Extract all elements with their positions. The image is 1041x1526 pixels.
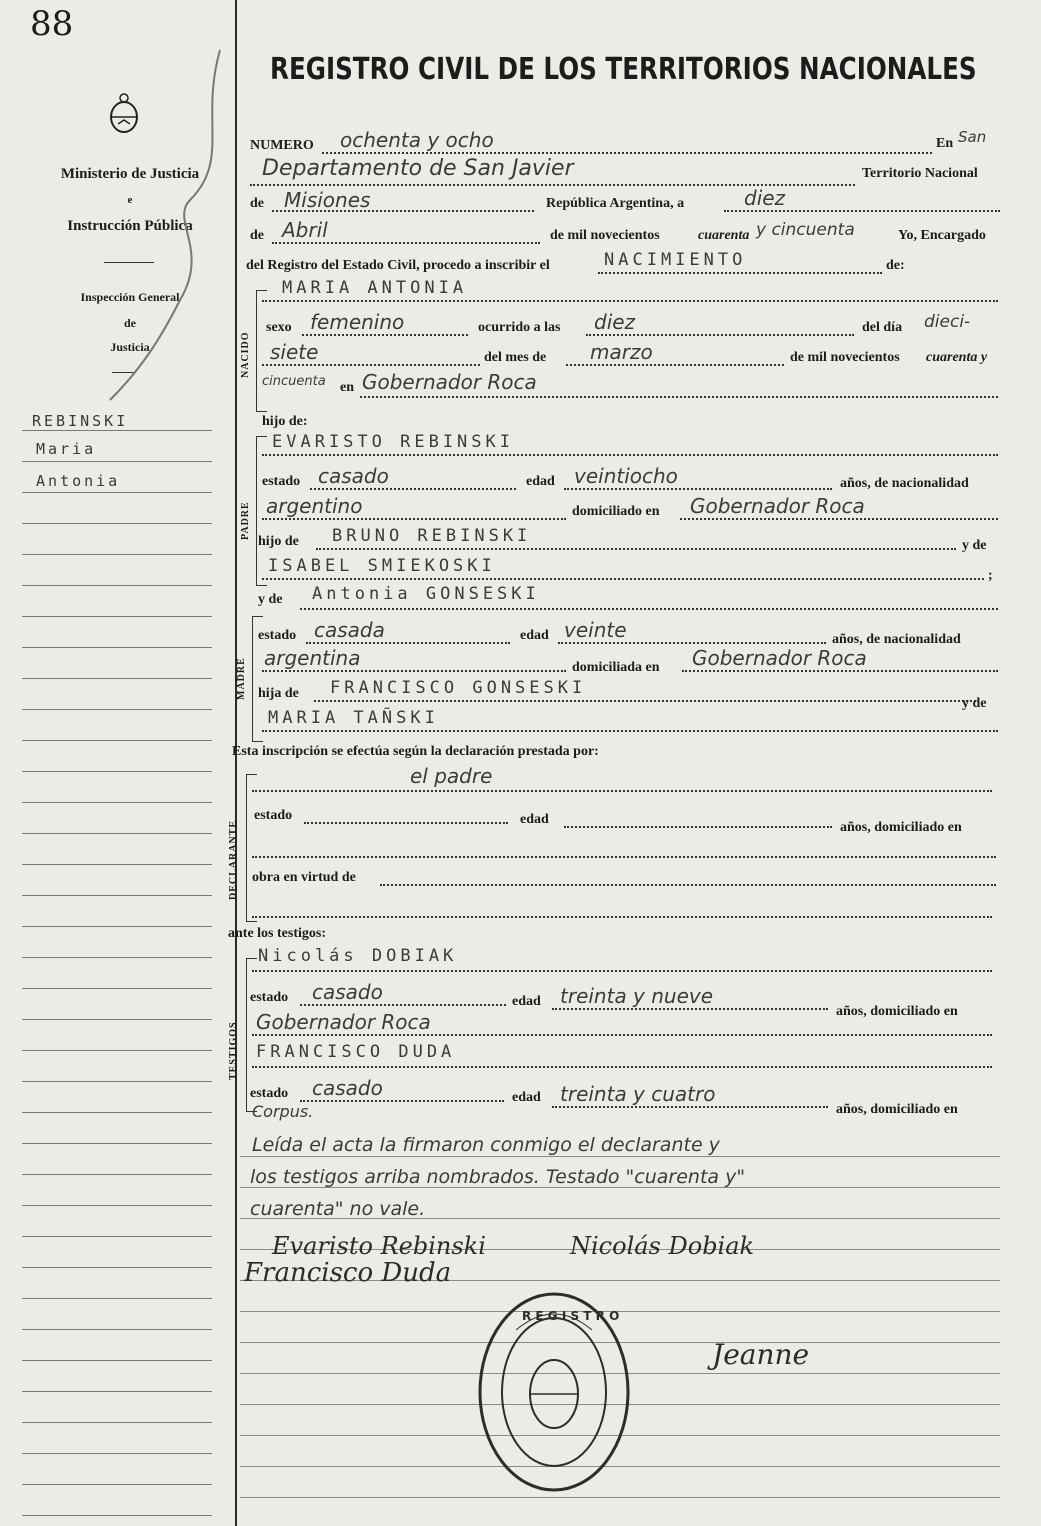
margin-scribble-icon — [80, 40, 230, 420]
inspection-de: de — [124, 316, 136, 330]
ruled-line — [22, 988, 212, 989]
declarante-edad-label: edad — [520, 812, 549, 827]
en-label: En — [936, 136, 954, 151]
ruled-line — [22, 1453, 212, 1454]
mes-label: del mes de — [484, 350, 547, 365]
ministry-e: e — [127, 194, 133, 206]
ruled-line — [22, 771, 212, 772]
ruled-line — [22, 1205, 212, 1206]
testigo1-domicilio: Gobernador Roca — [256, 1010, 431, 1034]
madre-madre-nombre: MARIA TAÑSKI — [268, 708, 439, 728]
lugar-prefix: cincuenta — [262, 374, 326, 389]
ruled-line — [22, 1112, 212, 1113]
ruled-line — [240, 1497, 1000, 1498]
inspection-line1: Inspección General — [80, 290, 180, 304]
margin-rule — [235, 0, 237, 1526]
madre-padre-nombre: FRANCISCO GONSESKI — [330, 678, 587, 698]
padre-edad-value: veintiocho — [574, 464, 678, 488]
nacido-nombre: MARIA ANTONIA — [282, 278, 468, 298]
mil-label: de mil novecientos — [550, 228, 660, 243]
sexo-value: femenino — [310, 310, 405, 334]
ruled-line — [22, 678, 212, 679]
cierre-line1: Leída el acta la firmaron conmigo el declarante y — [252, 1134, 720, 1156]
ministry-line1: Ministerio de Justicia — [60, 166, 200, 182]
hijo-label: hijo de: — [262, 414, 308, 429]
territorio-value: Misiones — [284, 188, 371, 212]
ruled-line — [22, 895, 212, 896]
ruled-line — [22, 461, 212, 462]
declarante-intro: Esta inscripción se efectúa según la declaración prestada por: — [232, 744, 599, 759]
ruled-line — [22, 1174, 212, 1175]
ruled-line — [22, 1236, 212, 1237]
ministry-line2: Instrucción Pública — [67, 218, 193, 234]
firma-encargado: Jeanne — [712, 1338, 810, 1371]
declarante-nombre: el padre — [410, 764, 493, 788]
ruled-line — [22, 1050, 212, 1051]
ruled-line — [22, 740, 212, 741]
numero-label: NUMERO — [250, 138, 314, 153]
de-label: de — [250, 196, 264, 211]
padre-nacionalidad: argentino — [266, 494, 363, 518]
madre-y-de-label: y de — [258, 592, 283, 607]
firma-testigo1: Nicolás Dobiak — [570, 1232, 755, 1260]
ruled-line — [22, 802, 212, 803]
mes-value: marzo — [590, 340, 653, 364]
padre-domicilio: Gobernador Roca — [690, 494, 865, 518]
subject-name2: Antonia — [36, 472, 121, 490]
testigos-side-label: TESTIGOS — [228, 1021, 239, 1080]
testigo2-domicilio: Corpus. — [252, 1102, 314, 1121]
padre-nombre: EVARISTO REBINSKI — [272, 432, 514, 452]
ruled-line — [22, 1267, 212, 1268]
yo-label: Yo, Encargado — [898, 228, 986, 243]
firma-declarante: Evaristo Rebinski — [272, 1232, 486, 1260]
ruled-line — [22, 709, 212, 710]
madre-side-label: MADRE — [236, 657, 247, 700]
testigo2-estado-label: estado — [250, 1086, 289, 1101]
ruled-line — [22, 833, 212, 834]
declarante-obra-label: obra en virtud de — [252, 870, 356, 885]
sexo-label: sexo — [266, 320, 292, 335]
padre-madre-nombre: ISABEL SMIEKOSKI — [268, 556, 496, 576]
declarante-anios-label: años, domiciliado en — [840, 820, 962, 835]
dia-value: dieci- — [924, 312, 971, 332]
lugar-value: Gobernador Roca — [362, 370, 537, 394]
madre-anios-label: años, de nacionalidad — [832, 632, 961, 647]
firma-testigo2: Francisco Duda — [244, 1258, 452, 1288]
madre-estado-value: casada — [314, 618, 385, 642]
testigo1-nombre: Nicolás DOBIAK — [258, 946, 458, 966]
nacido-side-label: NACIDO — [240, 331, 251, 378]
de3-label: de: — [886, 258, 905, 273]
madre-domiciliada-label: domiciliada en — [572, 660, 660, 675]
madre-nacionalidad: argentina — [264, 646, 361, 670]
inspection-line3: Justicia — [110, 340, 150, 354]
testigo1-edad-label: edad — [512, 994, 541, 1009]
madre-domicilio: Gobernador Roca — [692, 646, 867, 670]
testigo1-anios-label: años, domiciliado en — [836, 1004, 958, 1019]
ruled-line — [22, 926, 212, 927]
ruled-line — [22, 864, 212, 865]
ruled-line — [22, 492, 212, 493]
ruled-line — [22, 1391, 212, 1392]
registro-civil-stamp-icon — [476, 1290, 632, 1494]
svg-text:R E G I S T R O: R E G I S T R O — [522, 1309, 620, 1323]
ruled-line — [22, 585, 212, 586]
testigo2-anios-label: años, domiciliado en — [836, 1102, 958, 1117]
ruled-line — [22, 616, 212, 617]
republica-label: República Argentina, a — [546, 196, 685, 211]
madre-hija-de-label: hija de — [258, 686, 299, 701]
cuarenta-label: cuarenta — [698, 228, 750, 243]
ruled-line — [22, 1360, 212, 1361]
testigo1-edad: treinta y nueve — [560, 984, 714, 1008]
ruled-line — [22, 523, 212, 524]
fecha-dia-value: diez — [744, 186, 786, 210]
departamento-value: Departamento de San Javier — [262, 156, 574, 181]
en-value: San — [958, 128, 987, 146]
ruled-line — [22, 1081, 212, 1082]
subject-name1: Maria — [36, 440, 97, 458]
subject-surname: REBINSKI — [32, 412, 129, 430]
registro-label: del Registro del Estado Civil, procedo a inscribir el — [246, 258, 550, 273]
ruled-line — [22, 1019, 212, 1020]
ruled-line — [22, 647, 212, 648]
ruled-line — [22, 430, 212, 431]
ruled-line — [22, 1422, 212, 1423]
padre-semicolon: ; — [988, 568, 993, 583]
lugar-en-label: en — [340, 380, 354, 395]
madre-nombre: Antonia GONSESKI — [312, 584, 540, 604]
page-number: 88 — [30, 4, 74, 44]
padre-anios-label: años, de nacionalidad — [840, 476, 969, 491]
del-dia-label: del día — [862, 320, 903, 335]
ruled-line — [22, 1329, 212, 1330]
madre-estado-label: estado — [258, 628, 297, 643]
document-title: REGISTRO CIVIL DE LOS TERRITORIOS NACIONALES — [270, 52, 977, 87]
mil2-label: de mil novecientos — [790, 350, 900, 365]
padre-estado-label: estado — [262, 474, 301, 489]
padre-y-de-label: y de — [962, 538, 987, 553]
ruled-line — [22, 1484, 212, 1485]
fecha-anio-value: y cincuenta — [756, 220, 855, 240]
madre-y-de2-label: y de — [962, 696, 987, 711]
testigo1-estado: casado — [312, 980, 383, 1004]
testigo2-edad: treinta y cuatro — [560, 1082, 716, 1106]
testigo1-estado-label: estado — [250, 990, 289, 1005]
testigos-intro: ante los testigos: — [228, 926, 326, 941]
testigo2-nombre: FRANCISCO DUDA — [256, 1042, 456, 1062]
hora-value: diez — [594, 310, 636, 334]
ruled-line — [22, 554, 212, 555]
ruled-line — [22, 1143, 212, 1144]
padre-estado-value: casado — [318, 464, 389, 488]
padre-padre-nombre: BRUNO REBINSKI — [332, 526, 532, 546]
de2-label: de — [250, 228, 264, 243]
fecha-mes-value: Abril — [282, 218, 328, 242]
dia-value2: siete — [270, 340, 319, 364]
numero-value: ochenta y ocho — [340, 128, 494, 152]
padre-domiciliado-label: domiciliado en — [572, 504, 660, 519]
padre-hijo-de-label: hijo de — [258, 534, 299, 549]
ocurrido-label: ocurrido a las — [478, 320, 561, 335]
madre-edad-value: veinte — [564, 618, 627, 642]
testigo2-estado: casado — [312, 1076, 383, 1100]
ruled-line — [240, 1156, 1000, 1157]
cierre-line3: cuarenta" no vale. — [250, 1198, 426, 1220]
testigo2-edad-label: edad — [512, 1090, 541, 1105]
padre-edad-label: edad — [526, 474, 555, 489]
acto-value: NACIMIENTO — [604, 250, 747, 270]
ruled-line — [22, 957, 212, 958]
cuarenta2-label: cuarenta y — [926, 350, 988, 365]
declarante-estado-label: estado — [254, 808, 293, 823]
ruled-line — [22, 1298, 212, 1299]
madre-edad-label: edad — [520, 628, 549, 643]
declarante-side-label: DECLARANTE — [228, 819, 239, 900]
ruled-line — [22, 1515, 212, 1516]
territorio-label: Territorio Nacional — [862, 166, 978, 181]
padre-side-label: PADRE — [240, 501, 251, 540]
cierre-line2: los testigos arriba nombrados. Testado "cuarenta y" — [250, 1166, 746, 1188]
